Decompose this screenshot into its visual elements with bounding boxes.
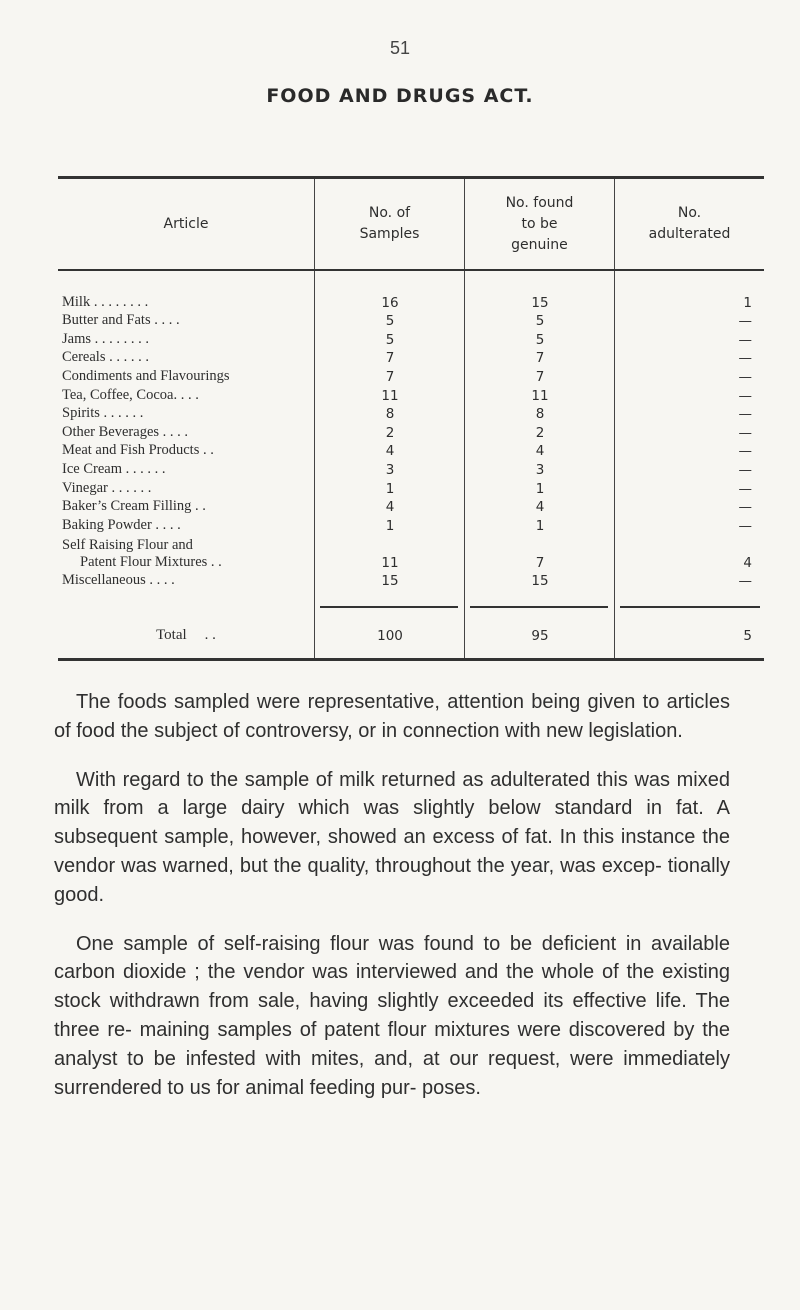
table-row <box>58 460 764 479</box>
paragraph: With regard to the sample of milk returned as adulterated this was mixed milk from a large dairy which was slightly below standard in fat. A subsequent sample, however, showed an excess of fat. In this instance the vendor was warned, but the quality, throughout the year, was excep- tionally good. <box>54 768 730 906</box>
header-adulterated: No. adulterated <box>648 205 731 242</box>
table-row <box>58 498 764 517</box>
article-name: Other Beverages . . . . <box>62 423 189 440</box>
sample-count: 11 <box>381 554 399 571</box>
paragraph: One sample of self-raising flour was found to be deficient in available carbon dioxide ; the vendor was interviewed and the whole of the existing stock withdrawn from sale, having slightly exceeded its effective life. The three re- maining samples of patent flour mixtures were discovered by the analyst to be infested with mites, and, at our request, were immediately surrendered to us for animal feeding pur- poses. <box>54 932 730 1099</box>
sample-count: 7 <box>385 350 395 367</box>
article-name: Meat and Fish Products . . <box>62 442 214 459</box>
article-name: Baker’s Cream Filling . . <box>62 498 206 515</box>
sample-count: 4 <box>385 443 395 460</box>
table-row <box>58 312 764 331</box>
paragraph: The foods sampled were representative, attention being given to articles of food the subject of controversy, or in connection with new legislation. <box>54 691 730 742</box>
genuine-count: 3 <box>535 461 545 478</box>
table-row <box>58 293 764 312</box>
genuine-count: 7 <box>535 350 545 367</box>
genuine-count: 7 <box>535 554 545 571</box>
table-row <box>58 349 764 368</box>
article-name: Jams . . . . . . . . <box>62 330 149 347</box>
table-row <box>58 367 764 386</box>
sample-count: 4 <box>385 499 395 516</box>
genuine-count: 15 <box>531 294 549 311</box>
sample-count: 11 <box>381 387 399 404</box>
adulterated-count: — <box>738 424 752 441</box>
table-row <box>58 442 764 461</box>
sample-count: 7 <box>385 368 395 385</box>
sum-rule <box>320 606 458 608</box>
sample-count: 5 <box>385 331 395 348</box>
sample-count: 16 <box>381 294 399 311</box>
sample-count: 15 <box>381 573 399 590</box>
table-row <box>58 330 764 349</box>
table-row <box>58 405 764 424</box>
sample-count: 1 <box>385 480 395 497</box>
page-title: FOOD AND DRUGS ACT. <box>266 85 534 107</box>
adulterated-count: — <box>738 443 752 460</box>
genuine-count: 8 <box>535 406 545 423</box>
adulterated-count: — <box>738 573 752 590</box>
genuine-count: 5 <box>535 331 545 348</box>
adulterated-count: — <box>738 480 752 497</box>
header-samples: No. of Samples <box>359 205 420 242</box>
sample-count: 2 <box>385 424 395 441</box>
adulterated-count: — <box>738 387 752 404</box>
samples-table <box>58 176 764 661</box>
table-header <box>58 179 764 271</box>
article-name: Milk . . . . . . . . <box>62 293 149 310</box>
sample-count: 1 <box>385 517 395 534</box>
total-genuine: 95 <box>531 628 549 645</box>
article-name: Miscellaneous . . . . <box>62 572 175 589</box>
adulterated-count: — <box>738 406 752 423</box>
table-row <box>58 535 764 572</box>
genuine-count: 1 <box>535 480 545 497</box>
total-label: Total . . <box>156 627 216 644</box>
genuine-count: 7 <box>535 368 545 385</box>
adulterated-count: — <box>738 313 752 330</box>
total-row <box>58 606 764 658</box>
article-name: Cereals . . . . . . <box>62 349 149 366</box>
page-number: 51 <box>389 38 411 58</box>
genuine-count: 11 <box>531 387 549 404</box>
adulterated-count: — <box>738 331 752 348</box>
sample-count: 5 <box>385 313 395 330</box>
sum-rule <box>470 606 608 608</box>
genuine-count: 4 <box>535 443 545 460</box>
article-name: Tea, Coffee, Cocoa. . . . <box>62 386 199 403</box>
header-genuine: No. found to be genuine <box>505 194 574 253</box>
genuine-count: 2 <box>535 424 545 441</box>
article-name: Condiments and Flavourings <box>62 367 230 384</box>
table-row <box>58 423 764 442</box>
table-row <box>58 572 764 591</box>
header-article: Article <box>163 215 209 232</box>
adulterated-count: — <box>738 368 752 385</box>
report-text <box>54 688 730 1122</box>
genuine-count: 1 <box>535 517 545 534</box>
adulterated-count: 4 <box>743 554 752 571</box>
sample-count: 8 <box>385 406 395 423</box>
genuine-count: 4 <box>535 499 545 516</box>
total-samples: 100 <box>377 628 403 645</box>
sample-count: 3 <box>385 461 395 478</box>
table-row <box>58 516 764 535</box>
adulterated-count: 1 <box>743 294 752 311</box>
table-row <box>58 479 764 498</box>
adulterated-count: — <box>738 461 752 478</box>
article-name: Vinegar . . . . . . <box>62 479 152 496</box>
genuine-count: 15 <box>531 573 549 590</box>
sum-rule <box>620 606 760 608</box>
article-name: Self Raising Flour and Patent Flour Mixtures . . <box>62 536 222 570</box>
table-body <box>58 271 764 590</box>
genuine-count: 5 <box>535 313 545 330</box>
table-row <box>58 386 764 405</box>
article-name: Ice Cream . . . . . . <box>62 460 166 477</box>
total-adulterated: 5 <box>743 628 752 645</box>
article-name: Baking Powder . . . . <box>62 516 181 533</box>
article-name: Spirits . . . . . . <box>62 405 144 422</box>
adulterated-count: — <box>738 350 752 367</box>
adulterated-count: — <box>738 517 752 534</box>
article-name: Butter and Fats . . . . <box>62 312 180 329</box>
adulterated-count: — <box>738 499 752 516</box>
